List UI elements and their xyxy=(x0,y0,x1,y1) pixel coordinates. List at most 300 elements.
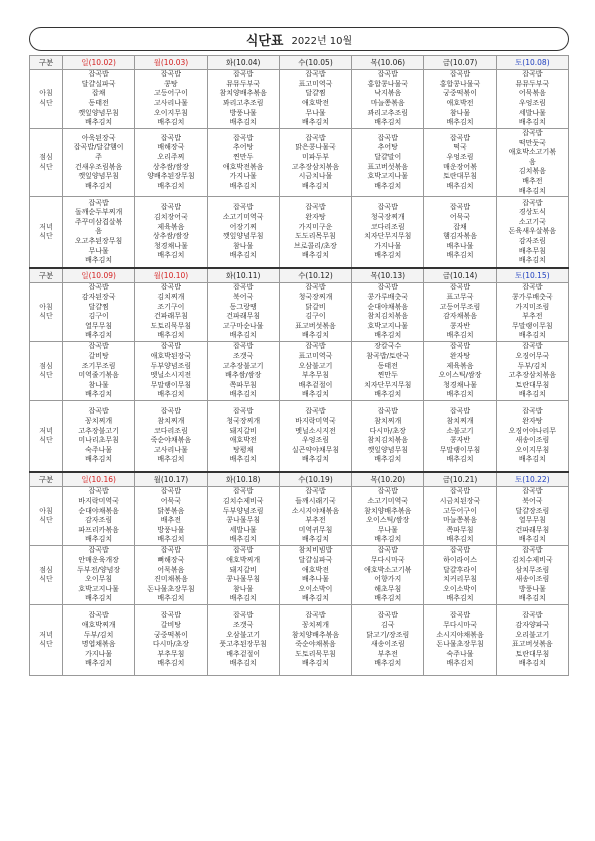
menu-cell xyxy=(352,342,424,401)
menu-item: 조기무조림 xyxy=(81,361,116,370)
menu-item: 잡곡밥 xyxy=(305,283,326,292)
menu-item: 음 xyxy=(528,157,536,166)
menu-cell xyxy=(63,283,135,342)
menu-item: 잡곡밥 xyxy=(233,407,254,416)
menu-item: 잡곡밥 xyxy=(88,198,109,207)
menu-item: 닭봉볶음 xyxy=(157,506,185,515)
meal-row-breakfast xyxy=(30,283,569,342)
menu-cell xyxy=(207,342,279,401)
menu-item: 무나물 xyxy=(88,246,109,255)
menu-item: 참나물 xyxy=(233,241,254,250)
menu-item: 배추김치 xyxy=(85,659,113,668)
menu-item: 배추김치 xyxy=(157,181,185,190)
menu-item: 고사리나물 xyxy=(154,99,188,107)
menu-item: 오이소박이 xyxy=(443,584,477,593)
menu-cell xyxy=(207,605,279,676)
menu-item: 잡곡밥 xyxy=(449,133,471,142)
menu-cell xyxy=(135,546,207,605)
menu-item: 무말랭이무침 xyxy=(439,445,481,454)
menu-item: 풋고추된장무침 xyxy=(219,640,267,649)
menu-item: 배추김치 xyxy=(374,455,402,464)
menu-item: 궁중떡볶이 xyxy=(154,630,188,639)
menu-item: 잡곡밥 xyxy=(522,129,543,137)
menu-item: 호박고지나물 xyxy=(367,172,409,181)
menu-item: 배추김치 xyxy=(301,331,330,340)
menu-item: 배추김치 xyxy=(85,594,113,603)
menu-item: 배추김치 xyxy=(374,535,402,544)
menu-item: 숙주나물 xyxy=(85,445,113,454)
menu-cell xyxy=(63,197,135,269)
menu-item: 배추김치 xyxy=(446,594,474,603)
menu-item: 애호박된장국 xyxy=(150,351,192,360)
menu-item: 깻잎양념무침 xyxy=(222,232,264,241)
menu-item: 소고기국 xyxy=(518,217,546,226)
menu-item: 오삼불고기 xyxy=(226,630,261,639)
day-header: 월(10.10) xyxy=(135,268,207,283)
meal-row-lunch xyxy=(30,129,569,197)
menu-item: 방풍나물 xyxy=(157,525,185,534)
day-header: 일(10.09) xyxy=(63,268,135,283)
menu-cell xyxy=(279,197,351,269)
day-header: 화(10.11) xyxy=(207,268,279,283)
menu-item: 소고기미역국 xyxy=(367,496,409,505)
menu-item: 탕평채 xyxy=(233,445,254,454)
menu-item: 소시지야채볶음 xyxy=(436,630,484,639)
menu-item: 잡곡밥 xyxy=(522,283,543,292)
menu-item: 참나물 xyxy=(233,584,254,593)
menu-item: 햄김자볶음 xyxy=(443,232,477,241)
menu-item: 돈나물초장무침 xyxy=(147,584,195,593)
menu-item: 청경채나물 xyxy=(443,380,477,389)
menu-item: 추어탕 xyxy=(233,143,254,152)
menu-item: 잡곡밥 xyxy=(449,203,471,212)
menu-item: 김구이 xyxy=(305,312,326,321)
menu-item: 조갯국 xyxy=(233,351,254,360)
menu-item: 배추김치 xyxy=(229,594,257,603)
day-header: 화(10.04) xyxy=(207,56,279,70)
menu-item: 떡만둣국 xyxy=(518,138,546,147)
menu-item: 배추김치 xyxy=(518,659,546,668)
menu-cell xyxy=(63,70,135,129)
menu-item: 배추김치 xyxy=(374,659,402,668)
menu-item: 새송이조림 xyxy=(515,436,550,445)
menu-item: 애호박전 xyxy=(301,99,330,107)
menu-cell xyxy=(63,401,135,473)
menu-item: 잡곡밥 xyxy=(305,70,326,79)
menu-item: 배추김치 xyxy=(301,594,330,603)
menu-item: 우엉조림 xyxy=(446,152,474,161)
menu-item: 어향가지 xyxy=(374,575,402,584)
menu-cell xyxy=(207,197,279,269)
menu-cell xyxy=(135,487,207,546)
menu-item: 미나리초무침 xyxy=(78,436,119,445)
meal-row-breakfast xyxy=(30,487,569,546)
menu-item: 잡곡밥 xyxy=(377,283,398,292)
menu-item: 잡곡밥 xyxy=(377,487,398,496)
header-label: 구분 xyxy=(30,268,63,283)
menu-item: 감자된장국 xyxy=(81,292,116,301)
menu-item: 경상도식 xyxy=(518,208,546,217)
menu-item: 잡곡밥 xyxy=(233,487,254,496)
menu-item: 부추무침 xyxy=(157,649,185,658)
menu-item: 부추무침 xyxy=(301,371,330,380)
menu-item: 고등어무조림 xyxy=(439,302,481,311)
menu-item: 잡곡밥 xyxy=(88,546,109,555)
menu-item: 배추김치 xyxy=(374,251,402,260)
menu-item: 잡곡밥 xyxy=(305,487,326,496)
menu-item: 부추전 xyxy=(305,516,326,525)
menu-item: 잡곡밥 xyxy=(233,203,254,212)
menu-item: 참나물 xyxy=(449,108,471,117)
menu-item: 떡국 xyxy=(453,143,467,152)
menu-item: 가지미조림 xyxy=(515,302,550,311)
menu-item: 음 xyxy=(95,227,103,236)
menu-item: 청국장찌개 xyxy=(370,212,405,221)
menu-item: 표고미역국 xyxy=(298,79,333,88)
menu-item: 달걀찜 xyxy=(305,89,326,98)
menu-item: 배추김치 xyxy=(446,390,474,399)
menu-item: 청국장찌개 xyxy=(298,292,333,301)
menu-item: 잡곡밥 xyxy=(305,342,326,351)
menu-item: 어장기찌 xyxy=(229,222,257,231)
menu-cell xyxy=(135,129,207,197)
menu-cell xyxy=(207,129,279,197)
menu-item: 배추김치 xyxy=(85,331,113,340)
menu-item: 찐만두 xyxy=(233,152,254,161)
menu-item: 죽순야채볶음 xyxy=(150,436,192,445)
menu-item: 잡곡밥 xyxy=(88,70,109,79)
menu-item: 잡곡밥 xyxy=(377,203,398,212)
day-header: 목(10.20) xyxy=(352,472,424,487)
menu-item: 가지미구운 xyxy=(298,222,333,231)
menu-item: 참치양배추볶음 xyxy=(291,630,340,639)
menu-item: 배추김치 xyxy=(446,659,474,668)
menu-item: 찐만두 xyxy=(377,371,398,380)
menu-item: 배추김치 xyxy=(229,455,257,464)
menu-item: 새송이조림 xyxy=(515,575,550,584)
day-header: 목(10.06) xyxy=(352,56,424,70)
menu-item: 멧닐소시지전 xyxy=(295,426,336,435)
menu-item: 김치수제비국 xyxy=(512,555,553,564)
menu-item: 콩자반 xyxy=(449,436,471,445)
menu-item: 무나물 xyxy=(377,525,398,534)
menu-item: 치커리무침 xyxy=(443,575,477,584)
menu-item: 배추김치 xyxy=(301,455,330,464)
menu-item: 무다시마국 xyxy=(443,620,477,629)
menu-item: 오고추된장무침 xyxy=(74,236,123,245)
menu-item: 잡곡밥 xyxy=(522,407,543,416)
menu-item: 부추전 xyxy=(522,312,543,321)
menu-cell xyxy=(279,605,351,676)
menu-item: 갈비탕 xyxy=(160,620,182,629)
week-header-row xyxy=(30,268,569,283)
menu-cell xyxy=(63,129,135,197)
menu-item: 홍합콩나물국 xyxy=(439,79,481,88)
menu-item: 잡곡밥 xyxy=(377,133,398,142)
menu-item: 돈나물초장무침 xyxy=(436,640,484,649)
menu-item: 잡곡밥 xyxy=(233,283,254,292)
menu-item: 애호박전 xyxy=(229,436,257,445)
menu-item: 궁중떡볶이 xyxy=(443,89,477,98)
menu-cell xyxy=(352,401,424,473)
menu-item: 조갯국 xyxy=(233,620,254,629)
menu-item: 어묵볶음 xyxy=(518,89,546,98)
menu-cell xyxy=(352,129,424,197)
menu-item: 건파래무침 xyxy=(154,312,188,321)
menu-item: 죽순야채볶음 xyxy=(295,640,336,649)
menu-item: 깻잎양념무침 xyxy=(78,172,119,181)
menu-item: 소시지야채볶음 xyxy=(291,506,340,515)
menu-item: 오리불고기 xyxy=(515,630,550,639)
day-header: 월(10.03) xyxy=(135,56,207,70)
menu-item: 코다리조림 xyxy=(370,222,405,231)
menu-item: 콩탕 xyxy=(164,79,178,88)
menu-item: 잡곡밥 xyxy=(160,487,182,496)
menu-cell xyxy=(207,401,279,473)
menu-item: 잡곡밥 xyxy=(88,342,109,351)
menu-item: 상추쌈/쌈장 xyxy=(152,162,189,171)
menu-item: 닭갈비 xyxy=(305,302,326,311)
menu-item: 배추겉절이 xyxy=(298,380,333,389)
menu-item: 건파래무침 xyxy=(226,312,261,321)
meal-row-dinner xyxy=(30,197,569,269)
menu-item: 잡곡밥 xyxy=(160,546,182,555)
menu-item: 잡곡밥 xyxy=(377,70,398,79)
menu-item: 배추김치 xyxy=(374,594,402,603)
menu-item: 열무무침 xyxy=(518,516,546,525)
menu-cell xyxy=(135,70,207,129)
menu-item: 마늘쫑볶음 xyxy=(443,516,477,525)
menu-item: 세발나물 xyxy=(518,108,546,117)
menu-item: 배추김치 xyxy=(301,659,330,668)
menu-item: 잡곡밥 xyxy=(233,546,254,555)
week-header-row xyxy=(30,56,569,70)
menu-cell xyxy=(279,487,351,546)
menu-item: 배추김치 xyxy=(518,331,546,340)
menu-item: 배추김치 xyxy=(518,594,546,603)
menu-item: 배추김치 xyxy=(157,659,185,668)
day-header: 월(10.17) xyxy=(135,472,207,487)
menu-item: 참치김치볶음 xyxy=(367,436,409,445)
menu-item: 잡채 xyxy=(91,89,106,98)
menu-item: 배추김치 xyxy=(518,535,546,544)
menu-cell xyxy=(424,487,496,546)
menu-item: 다시마/초장 xyxy=(152,640,189,649)
menu-cell xyxy=(352,70,424,129)
menu-item: 오이무침 xyxy=(85,575,113,584)
menu-item: 달걀실파국 xyxy=(298,555,333,564)
menu-item: 배추김치 xyxy=(229,251,257,260)
menu-item: 잡곡밥 xyxy=(233,133,254,142)
menu-item: 파프리카볶음 xyxy=(78,525,119,534)
menu-item: 배추김치 xyxy=(301,535,330,544)
menu-cell xyxy=(424,605,496,676)
menu-cell xyxy=(279,401,351,473)
menu-item: 배추김치 xyxy=(229,659,257,668)
menu-item: 배추나물 xyxy=(446,241,474,250)
menu-item: 잡곡밥 xyxy=(522,611,543,620)
menu-cell xyxy=(279,342,351,401)
day-header: 토(10.08) xyxy=(496,56,568,70)
menu-item: 배추김치 xyxy=(374,331,402,340)
menu-item: 뮤뮤두부국 xyxy=(515,79,550,88)
day-header: 수(10.19) xyxy=(279,472,351,487)
menu-item: 참나물 xyxy=(88,380,109,389)
menu-item: 배추김치 xyxy=(518,118,546,127)
menu-cell xyxy=(424,283,496,342)
menu-item: 콩가루배춧국 xyxy=(367,292,409,301)
menu-item: 애호박찌개 xyxy=(81,620,116,629)
menu-item: 달걀후라이 xyxy=(443,565,477,574)
menu-item: 배추무침 xyxy=(518,246,546,255)
day-header: 수(10.05) xyxy=(279,56,351,70)
menu-item: 하이라이스 xyxy=(443,555,477,564)
menu-item: 콩자반 xyxy=(449,321,471,330)
menu-item: 잡곡밥 xyxy=(522,546,543,555)
menu-item: 잡곡밥 xyxy=(160,203,182,212)
menu-item: 배추김치 xyxy=(518,455,546,464)
day-header: 토(10.22) xyxy=(496,472,568,487)
menu-item: 잡곡밥 xyxy=(305,133,326,142)
menu-item: 바지락미역국 xyxy=(295,416,336,425)
menu-item: 배추김치 xyxy=(157,594,185,603)
menu-cell xyxy=(424,129,496,197)
menu-item: 잡곡밥 xyxy=(522,70,543,79)
page-subtitle: 2022년 10월 xyxy=(291,35,353,47)
menu-item: 도도리목무침 xyxy=(295,232,336,241)
menu-item: 미역귀무침 xyxy=(298,525,333,534)
menu-item: 멧닐소시지전 xyxy=(150,371,192,380)
menu-item: 표고버섯볶음 xyxy=(512,640,553,649)
menu-item: 김치장어국 xyxy=(154,212,188,221)
menu-item: 두부양념조림 xyxy=(150,361,192,370)
menu-item: 잡곡밥 xyxy=(449,283,471,292)
menu-item: 호박고지나물 xyxy=(78,584,119,593)
menu-cell xyxy=(207,283,279,342)
menu-item: 잡곡밥 xyxy=(449,342,471,351)
menu-item: 오이지무침 xyxy=(515,445,550,454)
menu-cell xyxy=(496,70,568,129)
menu-cell xyxy=(496,487,568,546)
menu-item: 배추김치 xyxy=(518,256,546,265)
menu-item: 잡곡밥 xyxy=(305,407,326,416)
menu-cell xyxy=(496,546,568,605)
menu-cell xyxy=(207,487,279,546)
menu-item: 완자탕 xyxy=(449,351,471,360)
menu-item: 세발나물 xyxy=(229,525,257,534)
menu-cell xyxy=(496,283,568,342)
menu-item: 다시마/초장 xyxy=(369,426,406,435)
menu-cell xyxy=(279,283,351,342)
menu-item: 배추김치 xyxy=(85,118,113,127)
menu-item: 배추김치 xyxy=(157,455,185,464)
menu-item: 배추나물 xyxy=(301,575,330,584)
menu-item: 배추김치 xyxy=(229,390,257,399)
menu-item: 열무무침 xyxy=(85,321,113,330)
menu-item: 돼지갈비 xyxy=(229,426,257,435)
meal-label: 저녁 식단 xyxy=(30,197,63,269)
menu-item: 잡곡밥 xyxy=(88,283,109,292)
menu-item: 잡곡밥 xyxy=(233,342,254,351)
meal-label: 점심 식단 xyxy=(30,342,63,401)
menu-item: 잡곡밥 xyxy=(160,133,182,142)
menu-cell xyxy=(63,487,135,546)
menu-item: 낙지볶음 xyxy=(374,89,402,98)
meal-label: 저녁 식단 xyxy=(30,401,63,473)
menu-cell xyxy=(496,197,568,269)
menu-cell xyxy=(135,605,207,676)
menu-item: 양배추된장무침 xyxy=(147,172,195,181)
menu-item: 배추쌈/쌈장 xyxy=(225,371,262,380)
menu-item: 코다리조림 xyxy=(154,426,188,435)
menu-item: 잡곡밥 xyxy=(377,546,398,555)
menu-item: 콩나물무침 xyxy=(226,575,261,584)
menu-item: 돈육새우살볶음 xyxy=(508,227,557,236)
menu-item: 토란대무침 xyxy=(515,649,550,658)
menu-item: 오이스틱/쌈장 xyxy=(438,371,482,380)
menu-item: 배추김치 xyxy=(157,535,185,544)
menu-cell xyxy=(424,401,496,473)
menu-item: 두부/김치 xyxy=(83,630,114,639)
menu-item: 숙주나물 xyxy=(446,649,474,658)
title-box xyxy=(29,27,569,51)
meal-row-lunch xyxy=(30,342,569,401)
menu-item: 배추김치 xyxy=(446,331,474,340)
menu-item: 배추김치 xyxy=(301,181,330,190)
menu-item: 무말랭이무침 xyxy=(512,321,553,330)
menu-item: 배추김치 xyxy=(446,118,474,127)
menu-item: 진미채볶음 xyxy=(154,575,188,584)
menu-item: 방풍나물 xyxy=(518,584,546,593)
menu-item: 배추김치 xyxy=(301,118,330,127)
menu-item: 추어탕 xyxy=(377,143,398,152)
menu-item: 잡곡밥 xyxy=(233,611,254,620)
menu-item: 감자채볶음 xyxy=(443,312,477,321)
menu-item: 배추김치 xyxy=(85,181,113,190)
day-header: 화(10.18) xyxy=(207,472,279,487)
menu-item: 삼치무조림 xyxy=(515,565,550,574)
menu-item: 고추장삼치볶음 xyxy=(508,371,557,380)
menu-item: 잡곡밥 xyxy=(233,70,254,79)
menu-item: 배추김치 xyxy=(446,251,474,260)
menu-item: 잡채 xyxy=(453,222,467,231)
menu-item: 토란대무침 xyxy=(443,172,477,181)
menu-item: 배추김치 xyxy=(157,251,185,260)
week-header-row xyxy=(30,472,569,487)
menu-item: 오징어야나리무 xyxy=(508,426,557,435)
menu-item: 잡곡밥 xyxy=(522,198,543,207)
menu-item: 표고버섯볶음 xyxy=(367,162,409,171)
menu-item: 잡곡밥 xyxy=(160,283,182,292)
menu-item: 뮤뮤두부국 xyxy=(226,79,261,88)
menu-item: 배추김치 xyxy=(229,118,257,127)
menu-item: 참치비빔밥 xyxy=(298,546,333,555)
menu-cell xyxy=(424,546,496,605)
menu-item: 콩나물무침 xyxy=(226,516,261,525)
menu-cell xyxy=(352,197,424,269)
menu-cell xyxy=(496,129,568,197)
menu-item: 아욱된장국 xyxy=(81,133,116,142)
menu-item: 잡곡밥 xyxy=(449,611,471,620)
day-header: 일(10.02) xyxy=(63,56,135,70)
menu-item: 잡곡밥 xyxy=(522,342,543,351)
menu-item: 북어국 xyxy=(233,292,254,301)
menu-item: 배추김치 xyxy=(85,535,113,544)
menu-item: 참치양배추볶음 xyxy=(364,506,412,515)
menu-item: 김치수제비국 xyxy=(222,496,264,505)
menu-item: 무나물 xyxy=(305,108,326,117)
menu-item: 뼈해장국 xyxy=(157,555,185,564)
